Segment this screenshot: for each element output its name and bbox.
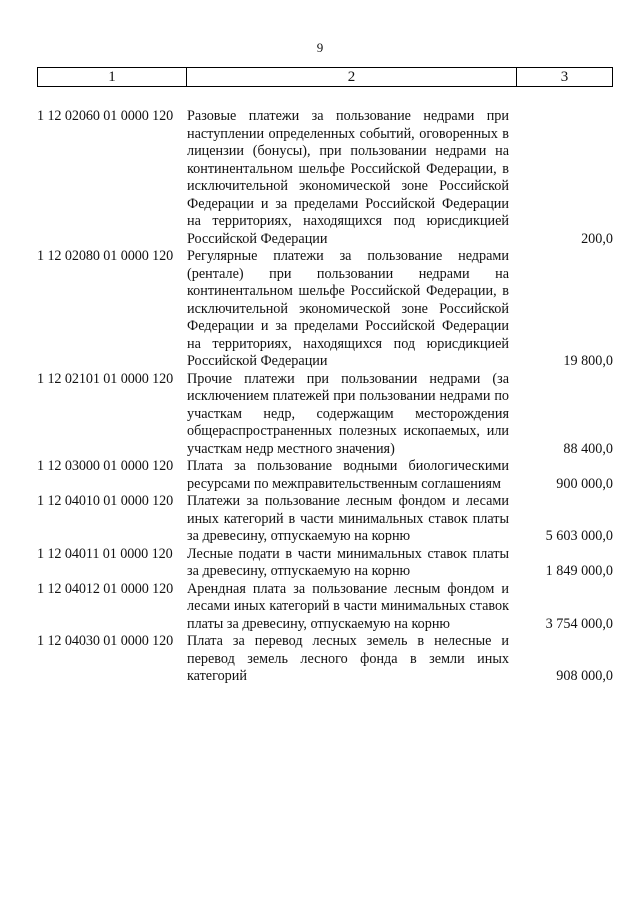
header-col-2: 2 xyxy=(187,68,517,86)
row-code: 1 12 02101 01 0000 120 xyxy=(37,370,174,387)
row-code: 1 12 02060 01 0000 120 xyxy=(37,108,174,124)
row-code: 1 12 04011 01 0000 120 xyxy=(37,545,173,562)
row-description: Регулярные платежи за пользование недрами (рентале) при пользовании недрами на континентальном шельфе Российской Федерации, в исключительной экономической зоне Российской Федерации и за пределами Российской Федерации на территориях, находящихся под юрисдикцией Российской Федерации xyxy=(187,248,509,369)
table-row xyxy=(37,493,613,546)
table-row xyxy=(37,371,613,459)
row-amount: 900 000,0 xyxy=(556,475,613,492)
row-code: 1 12 03000 01 0000 120 xyxy=(37,458,174,474)
row-code: 1 12 04010 01 0000 120 xyxy=(37,493,174,509)
row-amount: 3 754 000,0 xyxy=(545,615,613,632)
row-amount: 19 800,0 xyxy=(563,353,613,369)
table-row xyxy=(37,633,613,686)
row-code: 1 12 02080 01 0000 120 xyxy=(37,248,174,264)
row-description: Разовые платежи за пользование недрами при наступлении определенных событий, оговоренных в лицензии (бонусы), при пользовании недрами на континентальном шельфе Российской Федерации, в исключительной экономической зоне Российской Федерации и за пределами Российской Федерации на территориях, находящихся под юрисдикцией Российской Федерации xyxy=(187,108,509,247)
table-row xyxy=(37,581,613,634)
header-col-1: 1 xyxy=(38,68,187,86)
row-code: 1 12 04030 01 0000 120 xyxy=(37,633,174,649)
row-amount: 5 603 000,0 xyxy=(545,528,613,544)
row-amount: 1 849 000,0 xyxy=(545,563,613,579)
row-description: Арендная плата за пользование лесным фондом и лесами иных категорий в части минимальных ставок платы за древесину, отпускаемую на корню xyxy=(187,580,509,632)
budget-table xyxy=(37,108,613,686)
row-amount: 88 400,0 xyxy=(563,440,613,457)
row-amount: 200,0 xyxy=(581,230,613,247)
row-description: Платежи за пользование лесным фондом и лесами иных категорий в части минимальных ставок платы за древесину, отпускаемую на корню xyxy=(187,493,509,544)
table-row xyxy=(37,546,613,581)
row-description: Прочие платежи при пользовании недрами (за исключением платежей при пользовании недрами по участкам недр, содержащим месторождения общераспространенных полезных ископаемых, или участкам недр местного значения) xyxy=(187,370,509,457)
header-col-3: 3 xyxy=(560,68,569,85)
row-description: Лесные подати в части минимальных ставок платы за древесину, отпускаемую на корню xyxy=(187,545,509,579)
row-amount: 908 000,0 xyxy=(556,668,613,684)
table-header xyxy=(37,67,613,87)
page-number: 9 xyxy=(316,40,324,55)
table-row xyxy=(37,108,613,248)
table-row xyxy=(37,248,613,371)
table-row xyxy=(37,458,613,493)
row-description: Плата за перевод лесных земель в нелесные и перевод земель лесного фонда в земли иных категорий xyxy=(187,633,509,684)
row-description: Плата за пользование водными биологическими ресурсами по межправительственным соглашениям xyxy=(187,458,509,492)
row-code: 1 12 04012 01 0000 120 xyxy=(37,580,174,597)
